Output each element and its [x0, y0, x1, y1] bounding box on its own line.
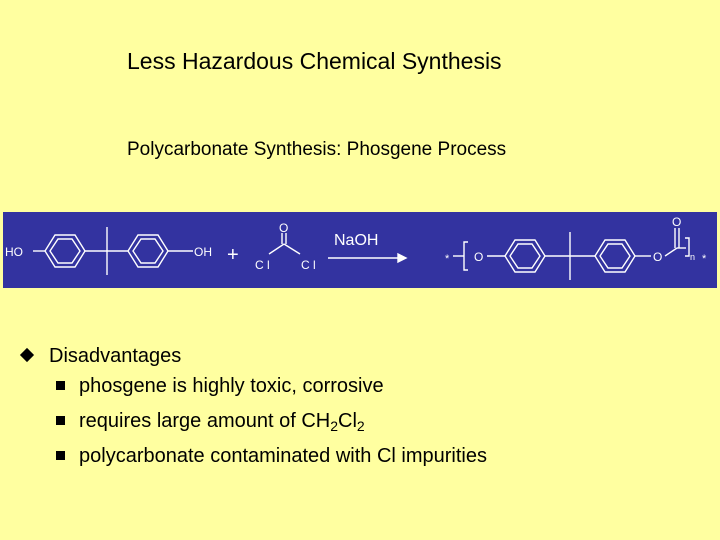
- square-bullet-icon: [56, 416, 65, 425]
- diamond-bullet-icon: [20, 348, 34, 362]
- oxygen-right-label: O: [653, 250, 663, 264]
- list-item-text: requires large amount of $CH_2Cl_2$: [79, 410, 365, 434]
- phosgene-oxygen-label: O: [279, 221, 289, 235]
- reaction-arrow: [328, 254, 406, 262]
- plus-sign: +: [227, 244, 239, 266]
- repeat-n-label: n: [690, 252, 696, 262]
- disadvantages-heading: Disadvantages: [49, 345, 182, 367]
- oxygen-left-label: O: [474, 250, 484, 264]
- chlorine-right-label: C l: [301, 258, 316, 272]
- star-right-label: *: [702, 253, 707, 265]
- chlorine-left-label: C l: [255, 258, 270, 272]
- bisphenol-a-structure: [33, 227, 193, 275]
- slide-subtitle: Polycarbonate Synthesis: Phosgene Process: [127, 139, 507, 160]
- naoh-reagent-label: NaOH: [334, 232, 379, 249]
- list-item-text: polycarbonate contaminated with Cl impurities: [79, 445, 487, 467]
- list-item-text: phosgene is highly toxic, corrosive: [79, 375, 384, 397]
- reaction-scheme: [3, 212, 717, 288]
- square-bullet-icon: [56, 451, 65, 460]
- slide-title: Less Hazardous Chemical Synthesis: [127, 48, 502, 74]
- oh-label: OH: [194, 245, 212, 259]
- phosgene-structure: [269, 233, 300, 254]
- star-left-label: *: [445, 253, 450, 265]
- carbonyl-oxygen-label: O: [672, 215, 682, 229]
- square-bullet-icon: [56, 381, 65, 390]
- ho-label: HO: [5, 245, 23, 259]
